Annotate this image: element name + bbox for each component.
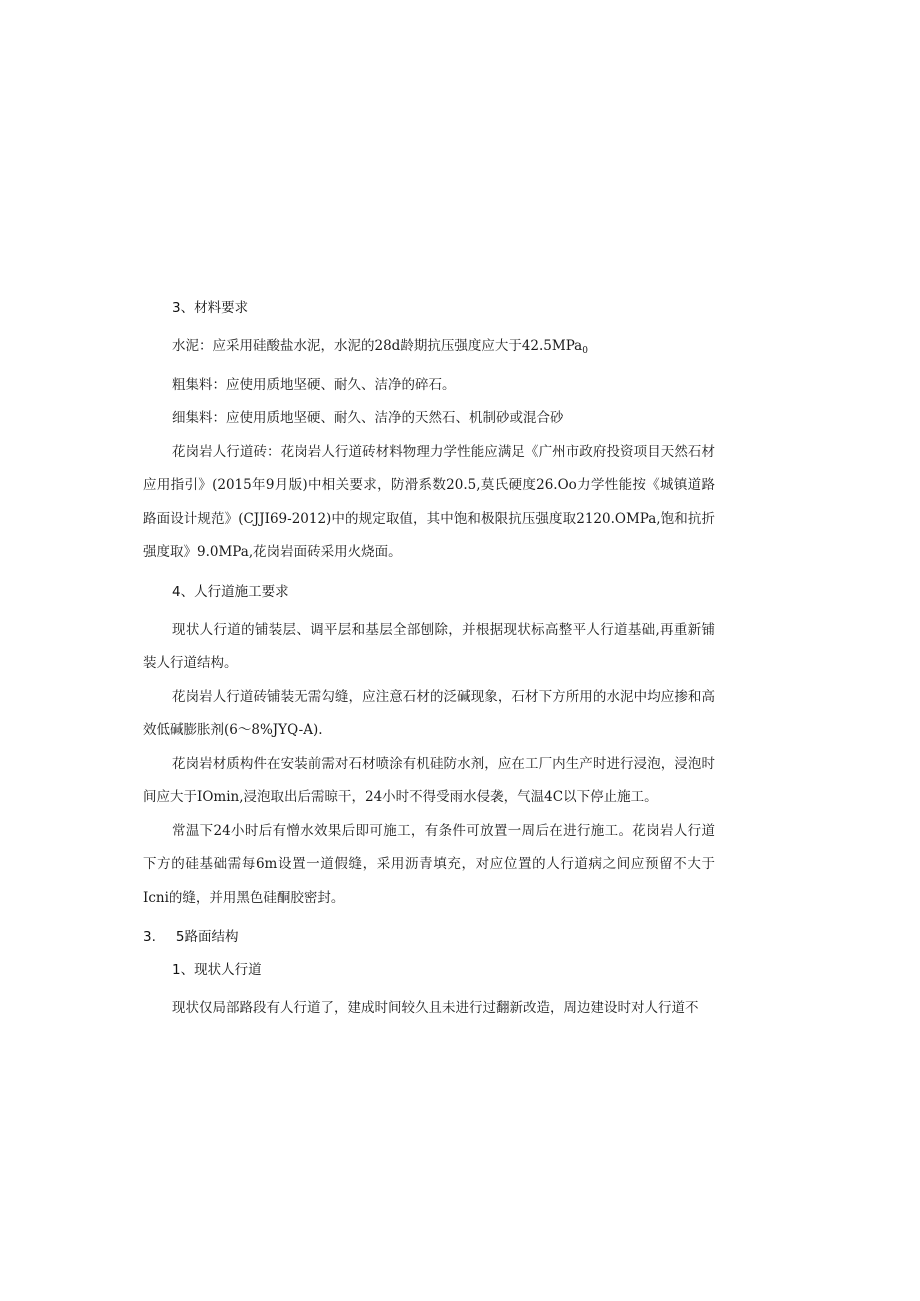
paragraph-construction-2: 花岗岩人行道砖铺装无需勾缝，应注意石材的泛碱现象，石材下方所用的水泥中均应掺和高效低碱膨胀剂(6～8%JYQ-A). bbox=[143, 688, 715, 738]
section-title: 5路面结构 bbox=[175, 929, 239, 945]
paragraph-granite-brick: 花岗岩人行道砖：花岗岩人行道砖材料物理力学性能应满足《广州市政府投资项目天然石材应用指引》(2015年9月版)中相关要求，防滑系数20.5,莫氏硬度26.Oo力学性能按《城镇道路路面设计规范》(CJJI69-2012)中的规定取值，其中饱和极限抗压强度取2120.OMPa,饱和抗折强度取》9.0MPa,花岗岩面砖采用火烧面。 bbox=[143, 443, 715, 560]
subsection-heading-existing-sidewalk: 1、现状人行道 bbox=[172, 962, 262, 978]
cement-suffix: 0 bbox=[582, 346, 588, 356]
paragraph-coarse-aggregate: 粗集料：应使用质地坚硬、耐久、洁净的碎石。 bbox=[172, 376, 456, 393]
section-heading-construction: 4、人行道施工要求 bbox=[172, 583, 289, 600]
section-number: 3. bbox=[143, 929, 156, 945]
cement-text: 水泥：应采用硅酸盐水泥，水泥的28d龄期抗压强度应大于42.5MPa bbox=[172, 338, 583, 354]
document-body bbox=[143, 297, 715, 1026]
paragraph-construction-1: 现状人行道的铺装层、调平层和基层全部刨除，并根据现状标高整平人行道基础,再重新铺装人行道结构。 bbox=[143, 621, 715, 671]
paragraph-fine-aggregate: 细集料：应使用质地坚硬、耐久、洁净的天然石、机制砂或混合砂 bbox=[172, 410, 564, 426]
section-heading-materials: 3、材料要求 bbox=[172, 300, 249, 316]
paragraph-existing-sidewalk: 现状仅局部路段有人行道了，建成时间较久且未进行过翻新改造，周边建设时对人行道不 bbox=[172, 1000, 699, 1016]
paragraph-construction-3: 花岗岩材质构件在安装前需对石材喷涂有机硅防水剂，应在工厂内生产时进行浸泡，浸泡时间应大于IOmin,浸泡取出后需晾干，24小时不得受雨水侵袭，气温4C以下停止施工。 bbox=[143, 755, 715, 805]
paragraph-construction-4: 常温下24小时后有憎水效果后即可施工，有条件可放置一周后在进行施工。花岗岩人行道下方的硅基础需每6m设置一道假缝，采用沥青填充，对应位置的人行道病之间应预留不大于Icni的缝，并用黑色硅酮胶密封。 bbox=[143, 822, 715, 906]
section-heading-pavement bbox=[143, 926, 715, 948]
paragraph-cement bbox=[143, 330, 715, 369]
